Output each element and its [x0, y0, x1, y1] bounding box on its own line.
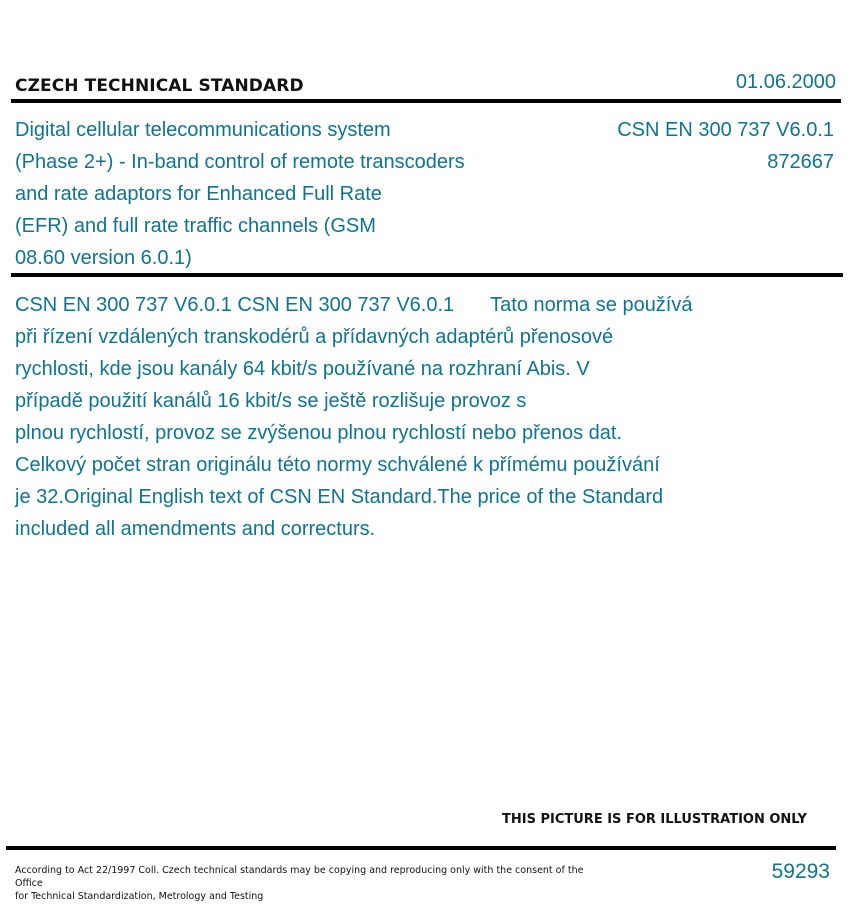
publication-date: 01.06.2000 — [735, 71, 836, 93]
description-line: případě použití kanálů 16 kbit/s se ještě rozlišuje provoz s — [15, 390, 527, 412]
footer-divider — [6, 846, 836, 850]
catalog-number: 872667 — [767, 151, 834, 173]
description-codes: CSN EN 300 737 V6.0.1 CSN EN 300 737 V6.0.1 — [15, 294, 455, 316]
legal-notice-line: According to Act 22/1997 Coll. Czech technical standards may be copying and reproducing only with the consent of the Office — [15, 865, 584, 889]
header-divider — [11, 99, 841, 103]
standard-description — [15, 289, 775, 545]
description-line: Celkový počet stran originálu této normy schválené k přímému používání — [15, 454, 660, 476]
description-line: rychlosti, kde jsou kanály 64 kbit/s používané na rozhraní Abis. V — [15, 358, 590, 380]
description-line: plnou rychlostí, provoz se zvýšenou plnou rychlostí nebo přenos dat. — [15, 422, 623, 444]
standard-title-line: and rate adaptors for Enhanced Full Rate — [15, 183, 382, 205]
document-number: 59293 — [771, 860, 830, 883]
description-line — [15, 289, 775, 321]
description-line-start: Tato norma se používá — [490, 294, 693, 316]
standard-identifier — [617, 114, 834, 178]
illustration-disclaimer: THIS PICTURE IS FOR ILLUSTRATION ONLY — [502, 812, 807, 827]
description-line: included all amendments and correcturs. — [15, 518, 376, 540]
title-divider — [11, 273, 843, 277]
description-line: při řízení vzdálených transkodérů a přídavných adaptérů přenosové — [15, 326, 614, 348]
standard-title — [15, 114, 535, 274]
legal-notice-line: for Technical Standardization, Metrology and Testing — [15, 891, 264, 902]
standard-code: CSN EN 300 737 V6.0.1 — [617, 119, 834, 141]
standard-title-line: Digital cellular telecommunications system — [15, 119, 391, 141]
standard-title-line: 08.60 version 6.0.1) — [15, 247, 192, 269]
document-type-heading: CZECH TECHNICAL STANDARD — [15, 76, 304, 96]
standard-title-line: (EFR) and full rate traffic channels (GSM — [15, 215, 376, 237]
standard-title-line: (Phase 2+) - In-band control of remote transcoders — [15, 151, 465, 173]
legal-notice — [15, 864, 595, 903]
description-line: je 32.Original English text of CSN EN Standard.The price of the Standard — [15, 486, 664, 508]
